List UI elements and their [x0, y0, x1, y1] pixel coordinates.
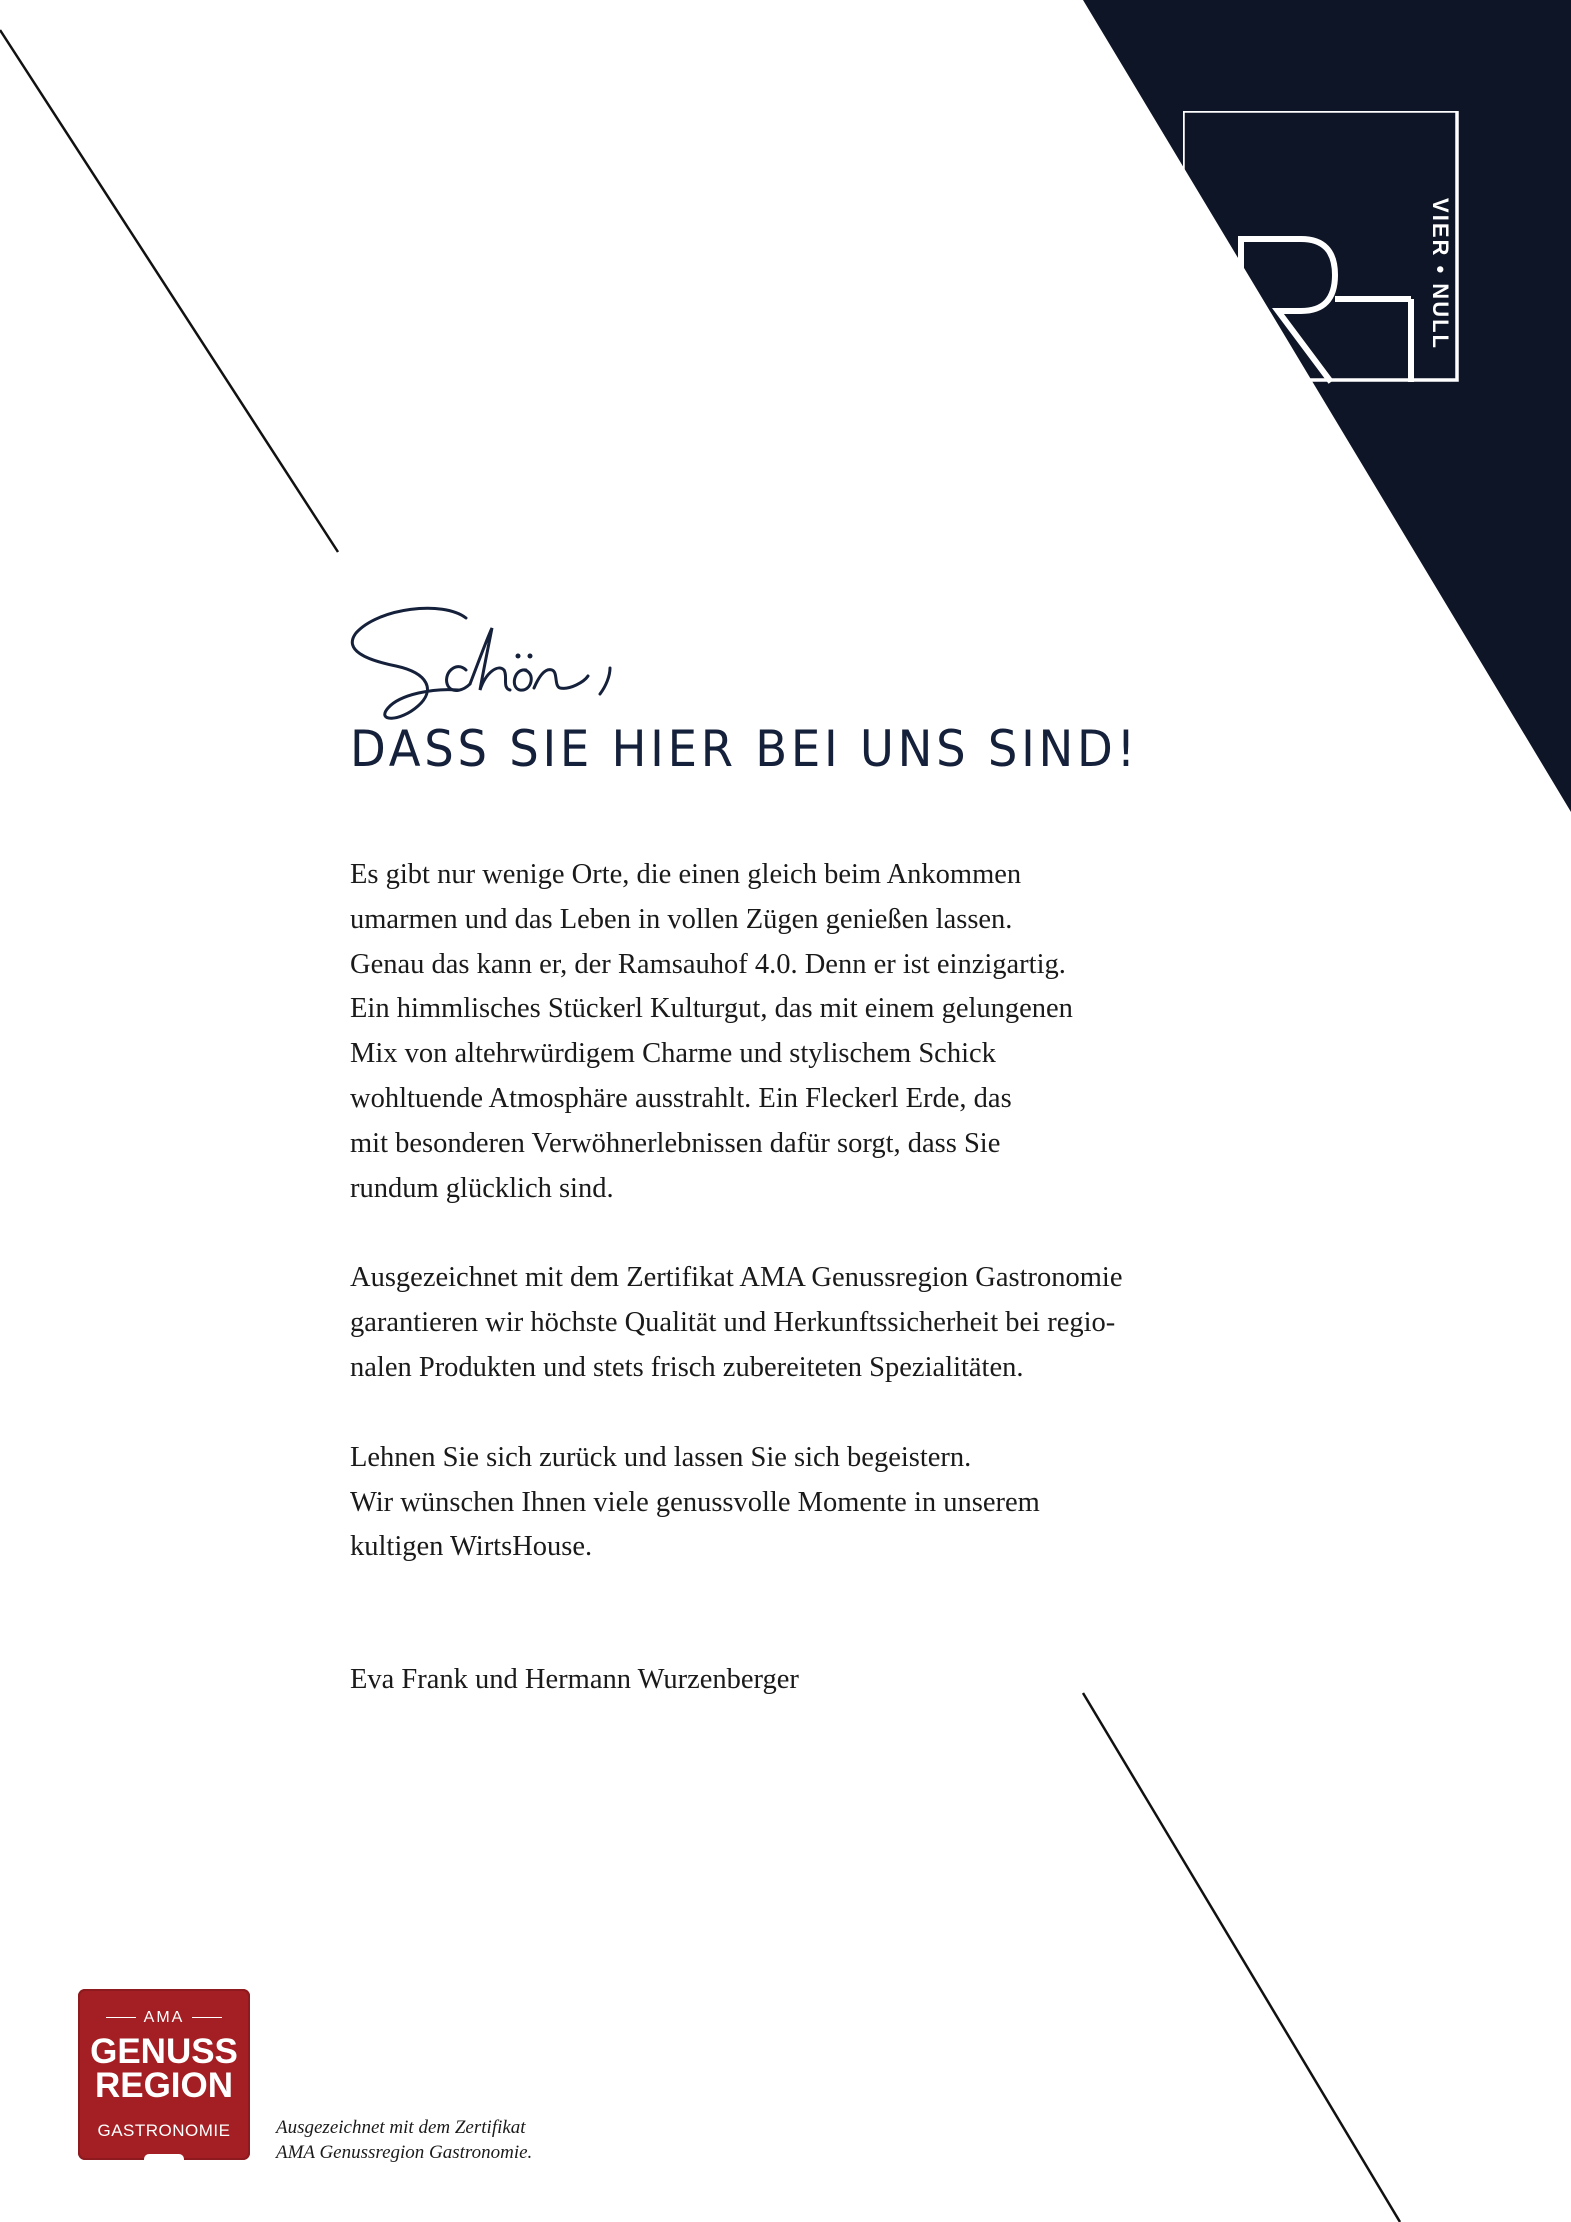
certificate-caption: [276, 2115, 532, 2165]
text-line: nalen Produkten und stets frisch zubereiteten Spezialitäten.: [350, 1351, 1024, 1383]
caption-line: AMA Genussregion Gastronomie.: [276, 2142, 533, 2163]
badge-genuss-label: GENUSS: [90, 2032, 238, 2071]
text-line: Es gibt nur wenige Orte, die einen gleich beim Ankommen: [350, 859, 1022, 890]
badge-region-label: REGION: [94, 2066, 234, 2105]
text-line: kultigen WirtsHouse.: [350, 1531, 593, 1563]
paragraph-closing: [350, 1436, 1250, 1570]
paragraph-certificate: [350, 1256, 1250, 1390]
text-line: wohltuende Atmosphäre ausstrahlt. Ein Fleckerl Erde, das: [350, 1082, 1012, 1114]
badge-gastronomie-label: GASTRONOMIE: [97, 2121, 231, 2140]
signature: Eva Frank und Hermann Wurzenberger: [350, 1664, 799, 1695]
paragraph-intro: [350, 853, 1250, 1211]
welcome-body: [350, 853, 1250, 1615]
logo-side-text: VIER • NULL: [1428, 198, 1453, 350]
text-line: mit besonderen Verwöhnerlebnissen dafür sorgt, dass Sie: [350, 1127, 1001, 1159]
text-line: Ein himmlisches Stückerl Kulturgut, das mit einem gelungenen: [350, 993, 1073, 1025]
diagonal-line-bottom-right: [1083, 1693, 1400, 2222]
diagonal-line-top-left: [0, 30, 338, 552]
welcome-headline: DASS SIE HIER BEI UNS SIND!: [350, 720, 1139, 778]
caption-line: Ausgezeichnet mit dem Zertifikat: [276, 2117, 526, 2138]
text-line: rundum glücklich sind.: [350, 1172, 614, 1204]
script-greeting: [348, 598, 648, 733]
script-schoen-lettering: [348, 598, 648, 733]
ama-genussregion-badge: [78, 1989, 250, 2160]
badge-ama-label: AMA: [78, 2009, 250, 2027]
text-line: Wir wünschen Ihnen viele genussvolle Momente in unserem: [350, 1486, 1040, 1518]
text-line: Genau das kann er, der Ramsauhof 4.0. Denn er ist einzigartig.: [350, 948, 1066, 980]
text-line: umarmen und das Leben in vollen Zügen genießen lassen.: [350, 903, 1013, 935]
text-line: garantieren wir höchste Qualität und Herkunftssicherheit bei regio-: [350, 1307, 1116, 1339]
text-line: Ausgezeichnet mit dem Zertifikat AMA Genussregion Gastronomie: [350, 1262, 1123, 1294]
rh-monogram-icon: [1183, 111, 1463, 386]
badge-notch: [144, 2154, 184, 2160]
ramsauhof-logo: [1183, 111, 1463, 386]
text-line: Mix von altehrwürdigem Charme und stylischem Schick: [350, 1038, 996, 1070]
text-line: Lehnen Sie sich zurück und lassen Sie sich begeistern.: [350, 1441, 972, 1473]
